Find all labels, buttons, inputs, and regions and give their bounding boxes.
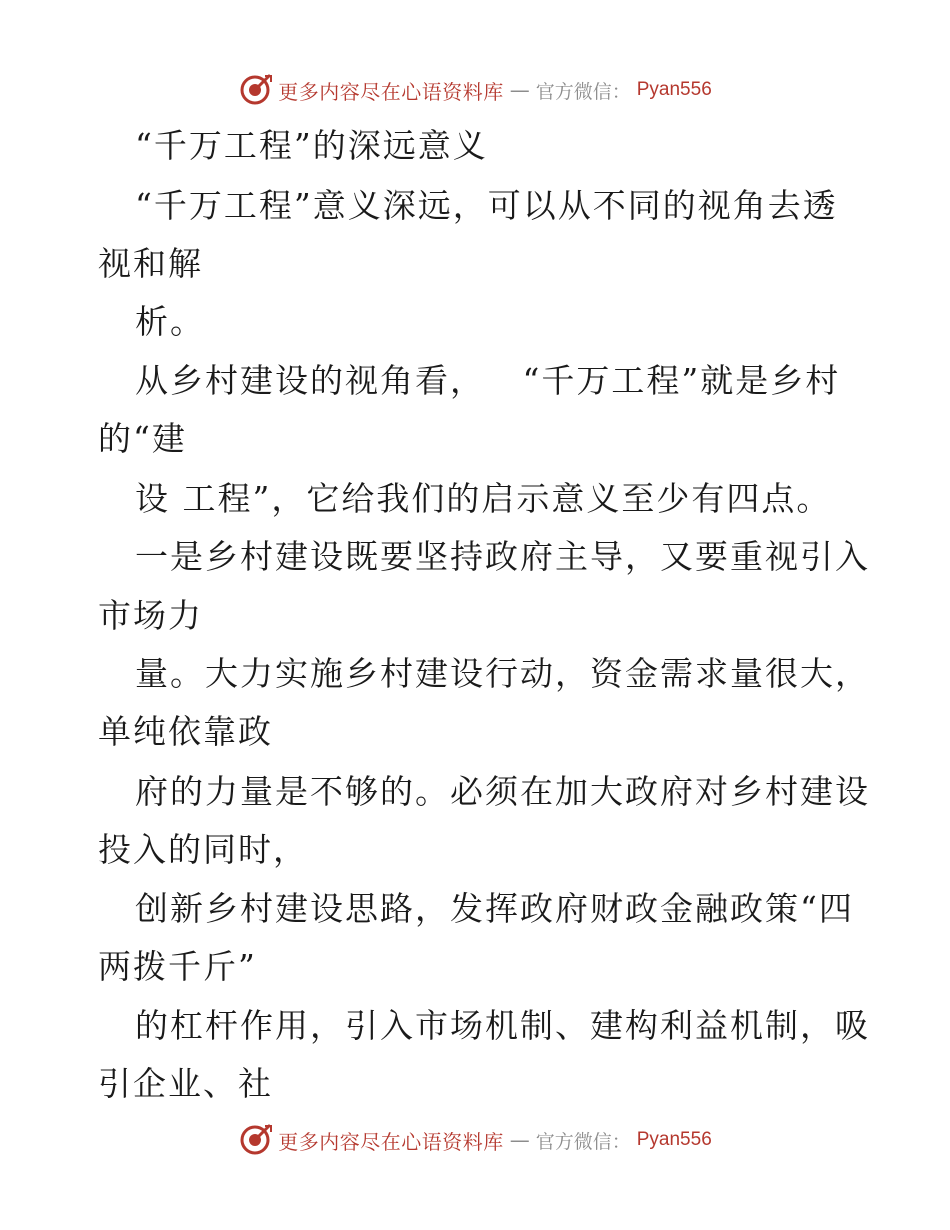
text-line: 引企业、社 [98,1064,273,1103]
pen-logo-icon [238,73,272,107]
text-line: 析。 [135,302,205,341]
text-line: 创新乡村建设思路，发挥政府财政金融政策“四 [135,889,854,928]
footer-watermark [0,1120,950,1160]
text-line: 一是乡村建设既要坚持政府主导，又要重视引入 [135,537,870,576]
text-line: 视和解 [98,244,203,283]
text-line: “千万工程”意义深远，可以从不同的视角去透 [135,186,838,225]
text-line: 量。大力实施乡村建设行动，资金需求量很大， [135,654,870,693]
text-line: 市场力 [98,596,203,635]
watermark-wechat-label: 官方微信： [535,1130,631,1153]
watermark-dash: — [509,78,530,102]
text-line: 府的力量是不够的。必须在加大政府对乡村建设 [135,772,870,811]
text-line: 设 工程”，它给我们的启示意义至少有四点。 [135,479,832,518]
watermark-wechat-id: Pyan556 [636,79,712,100]
text-line: 两拨千斤” [98,947,257,986]
text-line: 投入的同时， [98,830,308,869]
text-line: 从乡村建设的视角看， “千万工程”就是乡村 [135,361,841,400]
text-line: 的杠杆作用，引入市场机制、建构利益机制，吸 [135,1006,870,1045]
document-title: “千万工程”的深远意义 [135,126,488,165]
watermark-text: 更多内容尽在心语资料库 [278,1129,504,1154]
header-watermark [0,70,950,110]
text-line: 单纯依靠政 [98,712,273,751]
watermark-wechat-label: 官方微信： [535,80,631,103]
watermark-dash: — [509,1128,530,1152]
watermark-text: 更多内容尽在心语资料库 [278,79,504,104]
text-line: 的“建 [98,419,187,458]
watermark-wechat-id: Pyan556 [636,1129,712,1150]
pen-logo-icon [238,1123,272,1157]
